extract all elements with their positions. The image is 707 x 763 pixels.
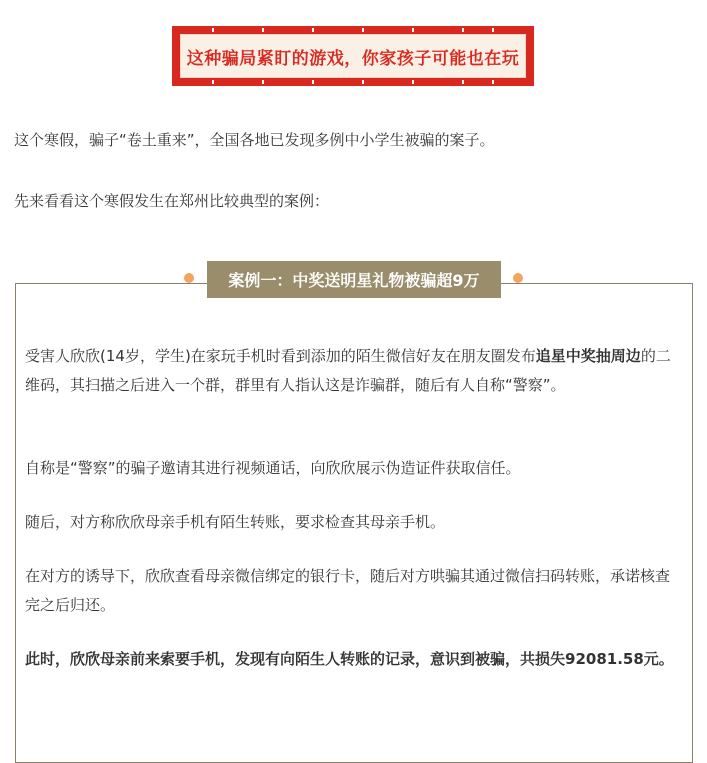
banner-decoration <box>262 28 264 32</box>
case-highlight-text: 追星中奖抽周边 <box>535 347 641 365</box>
case-text: 受害人欣欣(14岁，学生)在家玩手机时看到添加的陌生微信好友在朋友圈发布 <box>25 347 536 365</box>
banner-decoration <box>262 80 264 84</box>
intro-paragraph: 先来看看这个寒假发生在郑州比较典型的案例： <box>14 192 330 210</box>
banner-decoration <box>212 80 214 84</box>
banner-decoration <box>462 80 464 84</box>
banner-decoration <box>362 80 364 84</box>
case-paragraph: 自称是“警察”的骗子邀请其进行视频通话，向欣欣展示伪造证件获取信任。 <box>25 459 521 477</box>
case-paragraph: 在对方的诱导下，欣欣查看母亲微信绑定的银行卡，随后对方哄骗其通过微信扫码转账，承诺核查完之后归还。 <box>25 567 671 614</box>
banner-decoration <box>412 80 414 84</box>
banner-decoration <box>492 28 494 32</box>
banner-decoration <box>412 28 414 32</box>
decorative-dot <box>513 273 523 283</box>
case-header <box>207 261 501 298</box>
banner-decoration <box>362 28 364 32</box>
article-banner <box>172 26 534 86</box>
case-conclusion: 此时，欣欣母亲前来索要手机，发现有向陌生人转账的记录，意识到被骗，共损失92081.58元。 <box>25 650 674 668</box>
banner-decoration <box>212 28 214 32</box>
banner-decoration <box>312 80 314 84</box>
case-paragraph <box>25 342 675 400</box>
banner-decoration <box>312 28 314 32</box>
case-text: 的二维码，其扫描之后进入一个群，群里有人指认这是诈骗群，随后有人自称“警察”。 <box>25 347 671 394</box>
banner-decoration <box>462 28 464 32</box>
banner-decoration <box>492 80 494 84</box>
case-paragraph: 随后，对方称欣欣母亲手机有陌生转账，要求检查其母亲手机。 <box>25 513 446 531</box>
banner-title: 这种骗局紧盯的游戏，你家孩子可能也在玩 <box>186 48 520 69</box>
decorative-dot <box>184 273 194 283</box>
intro-paragraph: 这个寒假，骗子“卷土重来”，全国各地已发现多例中小学生被骗的案子。 <box>14 131 495 149</box>
case-title: 案例一：中奖送明星礼物被骗超9万 <box>228 271 480 290</box>
banner-inner-panel <box>180 34 526 78</box>
